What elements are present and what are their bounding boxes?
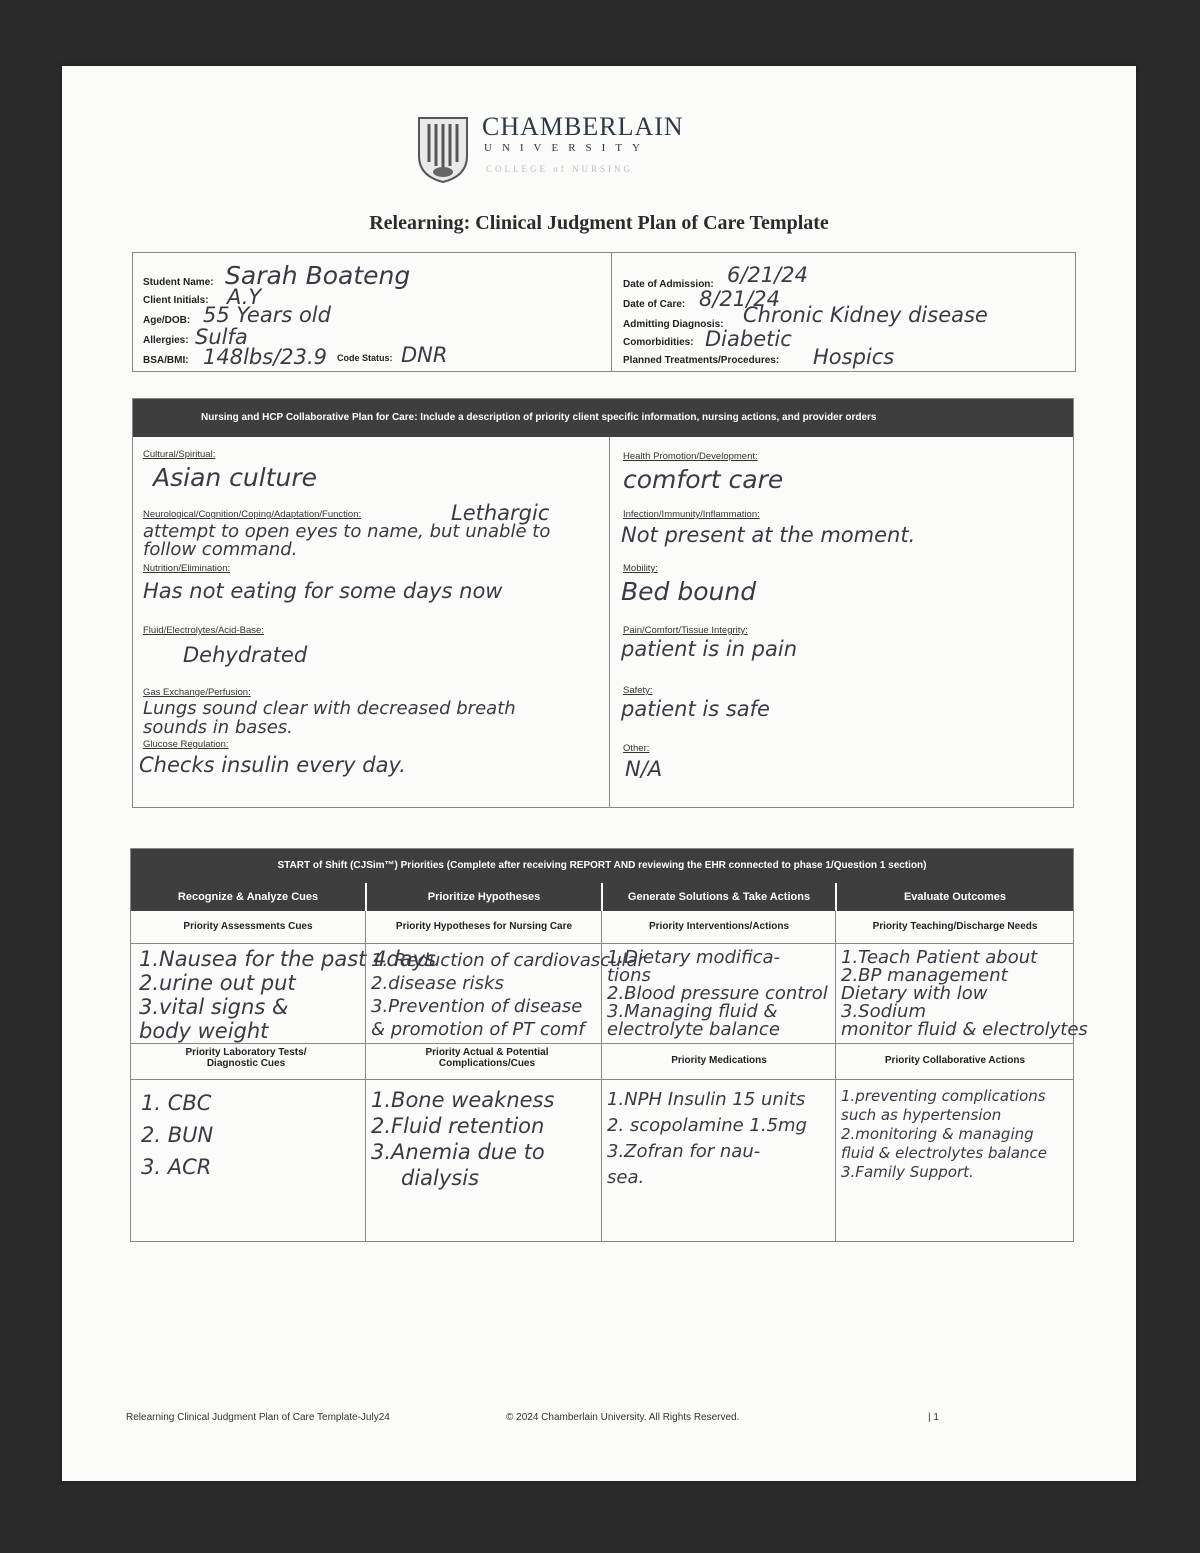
gas-exchange-label: Gas Exchange/Perfusion: bbox=[143, 687, 251, 698]
col-header-prioritize: Prioritize Hypotheses bbox=[367, 883, 601, 911]
list-item: 2.BP management bbox=[841, 965, 1008, 986]
neuro-value: attempt to open eyes to name, but unable to follow command. bbox=[143, 521, 551, 560]
glucose-value: Checks insulin every day. bbox=[139, 753, 406, 777]
list-item: 1.Nausea for the past 4days bbox=[139, 947, 436, 971]
neuro-label: Neurological/Cognition/Coping/Adaptation/Function: bbox=[143, 509, 362, 520]
mobility-value: Bed bound bbox=[621, 577, 757, 606]
other-value: N/A bbox=[625, 757, 663, 781]
university-shield-icon bbox=[417, 116, 469, 184]
admitting-diagnosis-value: Chronic Kidney disease bbox=[743, 303, 988, 327]
assessment-cues-header: Priority Assessments Cues bbox=[183, 921, 313, 932]
list-item: 1.preventing complications bbox=[841, 1087, 1046, 1105]
bsa-bmi-value: 148lbs/23.9 bbox=[203, 345, 328, 369]
list-item: sea. bbox=[607, 1167, 645, 1188]
collaborative-plan-header: Nursing and HCP Collaborative Plan for Care: Include a description of priority client specific information, nursing actions, and provider orders bbox=[133, 399, 1073, 437]
list-item: 3.Anemia due to bbox=[371, 1140, 545, 1164]
list-item: 1.Teach Patient about bbox=[841, 947, 1038, 968]
list-item: 3.Prevention of disease bbox=[371, 996, 583, 1017]
code-status-label: Code Status: bbox=[337, 353, 393, 363]
brand-subtitle: UNIVERSITY bbox=[484, 142, 650, 154]
medications-header: Priority Medications bbox=[671, 1055, 767, 1066]
collaborative-plan-box bbox=[132, 398, 1074, 808]
list-item: monitor fluid & electrolytes bbox=[841, 1019, 1088, 1040]
list-item: Dietary with low bbox=[841, 983, 988, 1004]
fluid-value: Dehydrated bbox=[183, 643, 308, 667]
list-item: 2. BUN bbox=[141, 1123, 214, 1147]
infection-label: Infection/Immunity/Inflammation: bbox=[623, 509, 760, 520]
cultural-label: Cultural/Spiritual: bbox=[143, 449, 216, 460]
list-item: electrolyte balance bbox=[607, 1019, 780, 1040]
document-page bbox=[62, 66, 1136, 1481]
age-dob-label: Age/DOB: bbox=[143, 315, 191, 326]
list-item: 3.Zofran for nau- bbox=[607, 1141, 761, 1162]
list-item: 3. ACR bbox=[141, 1155, 212, 1179]
list-item: 1. Reduction of cardiovascular bbox=[371, 950, 646, 971]
health-promotion-label: Health Promotion/Development: bbox=[623, 451, 758, 462]
admitting-diagnosis-label: Admitting Diagnosis: bbox=[623, 319, 724, 330]
interventions-list bbox=[607, 949, 828, 1039]
list-item: 1.Dietary modifica- bbox=[607, 947, 780, 968]
safety-value: patient is safe bbox=[621, 697, 770, 721]
shift-priorities-table bbox=[130, 848, 1088, 1242]
list-item: 2.Fluid retention bbox=[371, 1114, 545, 1138]
hypotheses-header: Priority Hypotheses for Nursing Care bbox=[395, 921, 573, 932]
care-date-label: Date of Care: bbox=[623, 299, 686, 310]
cultural-value: Asian culture bbox=[153, 463, 318, 492]
list-item: tions bbox=[607, 965, 651, 986]
list-item: 3.Managing fluid & bbox=[607, 1001, 778, 1022]
allergies-value: Sulfa bbox=[195, 325, 248, 349]
neuro-inline-value: Lethargic bbox=[451, 501, 550, 525]
collaborative-actions-header: Priority Collaborative Actions bbox=[884, 1055, 1026, 1066]
care-date-value: 8/21/24 bbox=[699, 287, 780, 311]
nutrition-label: Nutrition/Elimination: bbox=[143, 563, 231, 574]
shift-priorities-header: START of Shift (CJSim™) Priorities (Complete after receiving REPORT AND reviewing the EHR connected to phase 1/Question 1 section) bbox=[131, 849, 1073, 883]
list-item: dialysis bbox=[401, 1166, 480, 1190]
other-label: Other: bbox=[623, 743, 650, 754]
interventions-header: Priority Interventions/Actions bbox=[648, 921, 790, 932]
infection-value: Not present at the moment. bbox=[621, 523, 916, 547]
col-header-generate: Generate Solutions & Take Actions bbox=[603, 883, 835, 911]
fluid-label: Fluid/Electrolytes/Acid-Base: bbox=[143, 625, 264, 636]
list-item: 2.Blood pressure control bbox=[607, 983, 828, 1004]
patient-info-box bbox=[132, 252, 1076, 372]
list-item: 3.Family Support. bbox=[841, 1163, 974, 1181]
list-item: 2. scopolamine 1.5mg bbox=[607, 1115, 807, 1136]
list-item: 1. CBC bbox=[141, 1091, 212, 1115]
lab-tests-header: Priority Laboratory Tests/ Diagnostic Cues bbox=[185, 1047, 307, 1069]
student-name-value: Sarah Boateng bbox=[225, 261, 411, 290]
complications-header: Priority Actual & Potential Complications/Cues bbox=[425, 1047, 549, 1069]
list-item: 1.NPH Insulin 15 units bbox=[607, 1089, 806, 1110]
footer-template-name: Relearning Clinical Judgment Plan of Care Template-July24 bbox=[126, 1412, 390, 1423]
teaching-header: Priority Teaching/Discharge Needs bbox=[872, 921, 1038, 932]
comorbidities-value: Diabetic bbox=[705, 327, 792, 351]
pain-value: patient is in pain bbox=[621, 637, 798, 661]
document-title: Relearning: Clinical Judgment Plan of Care Template bbox=[369, 212, 829, 234]
age-dob-value: 55 Years old bbox=[203, 303, 331, 327]
student-name-label: Student Name: bbox=[143, 277, 214, 288]
comorbidities-label: Comorbidities: bbox=[623, 337, 694, 348]
col-header-recognize: Recognize & Analyze Cues bbox=[131, 883, 365, 911]
admission-date-label: Date of Admission: bbox=[623, 279, 714, 290]
health-promotion-value: comfort care bbox=[623, 465, 784, 494]
teaching-list bbox=[841, 949, 1088, 1039]
list-item: 3.vital signs & bbox=[139, 995, 289, 1019]
planned-treatments-label: Planned Treatments/Procedures: bbox=[623, 355, 780, 366]
mobility-label: Mobility: bbox=[623, 563, 658, 574]
list-item: 2.monitoring & managing bbox=[841, 1125, 1034, 1143]
collaborative-actions-list bbox=[841, 1087, 1047, 1182]
brand-college: COLLEGE of NURSING bbox=[486, 164, 633, 174]
list-item: 1.Bone weakness bbox=[371, 1088, 555, 1112]
list-item: fluid & electrolytes balance bbox=[841, 1144, 1048, 1162]
hypotheses-list bbox=[371, 949, 645, 1041]
gas-exchange-value: Lungs sound clear with decreased breath sounds in bases. bbox=[143, 698, 516, 738]
planned-treatments-value: Hospics bbox=[813, 345, 895, 369]
complications-list bbox=[371, 1087, 554, 1191]
medications-list bbox=[607, 1087, 807, 1191]
lab-tests-list bbox=[141, 1087, 213, 1183]
list-item: such as hypertension bbox=[841, 1106, 1002, 1124]
list-item: 2.disease risks bbox=[371, 973, 504, 994]
list-item: & promotion of PT comf bbox=[371, 1019, 585, 1040]
client-initials-label: Client Initials: bbox=[143, 295, 209, 306]
pain-label: Pain/Comfort/Tissue Integrity: bbox=[623, 625, 748, 636]
list-item: 3.Sodium bbox=[841, 1001, 926, 1022]
bsa-bmi-label: BSA/BMI: bbox=[143, 355, 189, 366]
client-initials-value: A.Y bbox=[227, 285, 262, 309]
code-status-value: DNR bbox=[401, 343, 448, 367]
footer-copyright: © 2024 Chamberlain University. All Rights Reserved. bbox=[506, 1412, 740, 1423]
nutrition-value: Has not eating for some days now bbox=[143, 579, 503, 603]
footer-page-number: | 1 bbox=[928, 1412, 939, 1423]
safety-label: Safety: bbox=[623, 685, 653, 696]
glucose-label: Glucose Regulation: bbox=[143, 739, 229, 750]
list-item: body weight bbox=[139, 1019, 269, 1043]
admission-date-value: 6/21/24 bbox=[727, 263, 808, 287]
allergies-label: Allergies: bbox=[143, 335, 189, 346]
col-header-evaluate: Evaluate Outcomes bbox=[837, 883, 1073, 911]
brand-name: CHAMBERLAIN bbox=[482, 112, 684, 141]
list-item: 2.urine out put bbox=[139, 971, 296, 995]
